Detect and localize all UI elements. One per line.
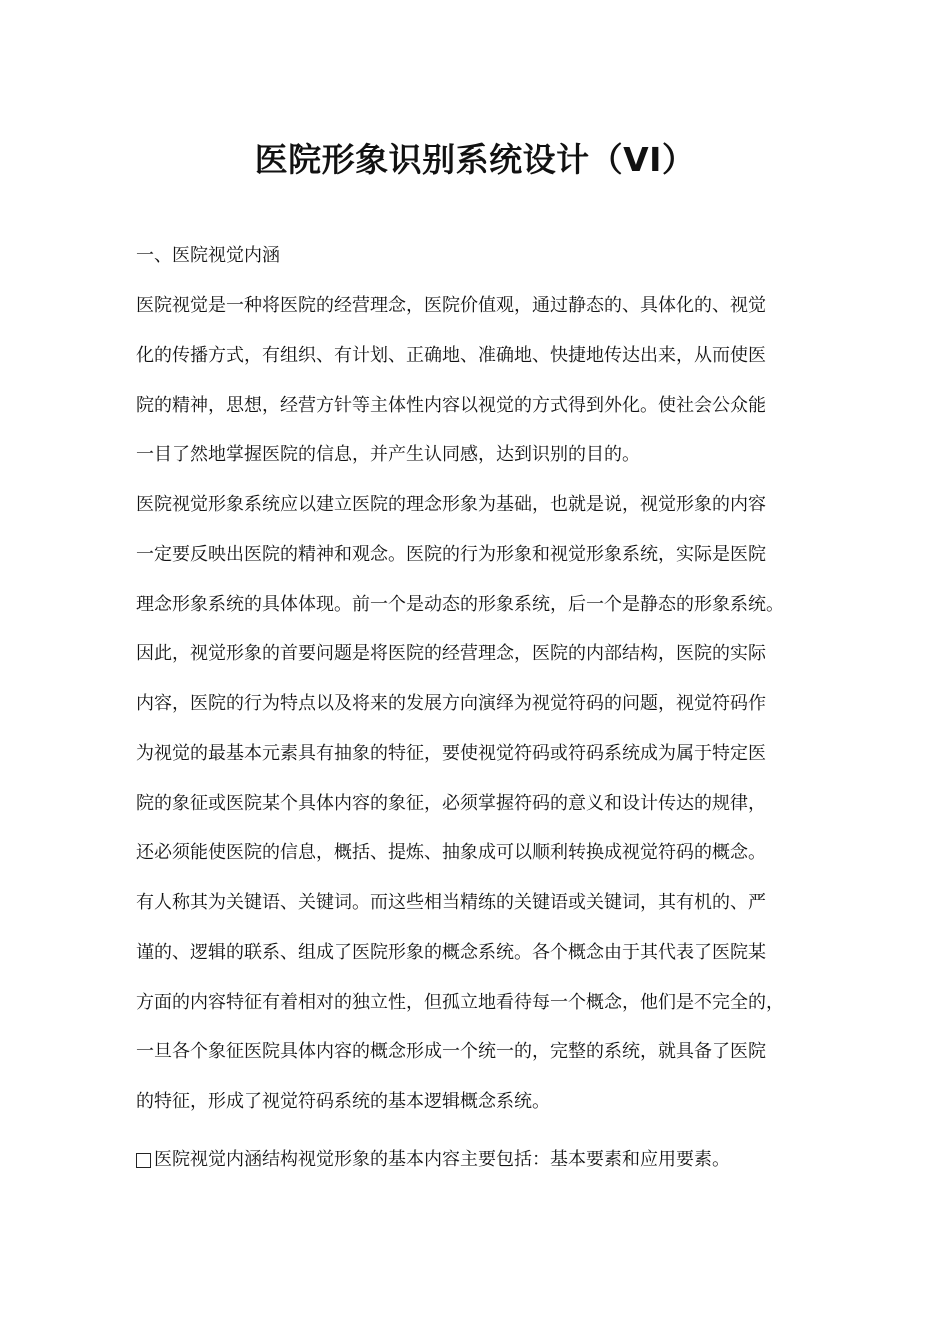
checkbox-icon (136, 1153, 151, 1168)
text-line: 方面的内容特征有着相对的独立性，但孤立地看待每一个概念，他们是不完全的， (136, 992, 784, 1013)
text-line: 一定要反映出医院的精神和观念。医院的行为形象和视觉形象系统，实际是医院 (136, 544, 766, 565)
text-line: 的特征，形成了视觉符码系统的基本逻辑概念系统。 (136, 1091, 550, 1112)
text-line: 内容，医院的行为特点以及将来的发展方向演绎为视觉符码的问题，视觉符码作 (136, 693, 766, 714)
text-line: 院的精神，思想，经营方针等主体性内容以视觉的方式得到外化。使社会公众能 (136, 395, 766, 416)
text-line: 还必须能使医院的信息，概括、提炼、抽象成可以顺利转换成视觉符码的概念。 (136, 842, 766, 863)
text-line: 理念形象系统的具体体现。前一个是动态的形象系统，后一个是静态的形象系统。 (136, 594, 784, 615)
page-title: 医院形象识别系统设计（VI） (254, 140, 696, 179)
text-line: 院的象征或医院某个具体内容的象征，必须掌握符码的意义和设计传达的规律， (136, 793, 766, 814)
section-heading: 一、医院视觉内涵 (136, 245, 280, 266)
text-line: 为视觉的最基本元素具有抽象的特征，要使视觉符码或符码系统成为属于特定医 (136, 743, 766, 764)
text-line: 因此，视觉形象的首要问题是将医院的经营理念，医院的内部结构，医院的实际 (136, 643, 766, 664)
text-line: 一目了然地掌握医院的信息，并产生认同感，达到识别的目的。 (136, 444, 640, 465)
text-line: 谨的、逻辑的联系、组成了医院形象的概念系统。各个概念由于其代表了医院某 (136, 942, 766, 963)
text-line: 有人称其为关键语、关键词。而这些相当精练的关键语或关键词，其有机的、严 (136, 892, 766, 913)
text-line: 医院视觉是一种将医院的经营理念，医院价值观，通过静态的、具体化的、视觉 (136, 295, 766, 316)
text-line: 一旦各个象征医院具体内容的概念形成一个统一的，完整的系统，就具备了医院 (136, 1041, 766, 1062)
checkbox-item-label: 医院视觉内涵结构视觉形象的基本内容主要包括：基本要素和应用要素。 (154, 1149, 730, 1170)
text-line: 化的传播方式，有组织、有计划、正确地、准确地、快捷地传达出来，从而使医 (136, 345, 766, 366)
text-line: 医院视觉形象系统应以建立医院的理念形象为基础，也就是说，视觉形象的内容 (136, 494, 766, 515)
checkbox-item (136, 1146, 730, 1174)
